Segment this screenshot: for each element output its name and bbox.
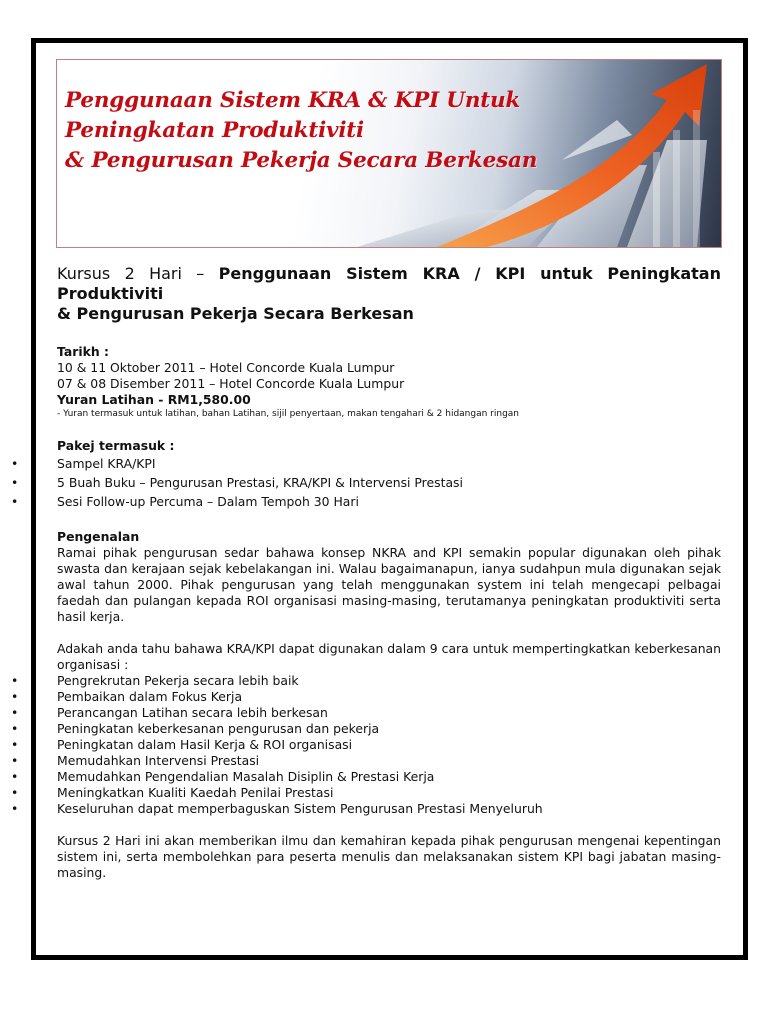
course-banner: [56, 59, 722, 248]
date-line: 10 & 11 Oktober 2011 – Hotel Concorde Kuala Lumpur: [57, 360, 395, 375]
list-item: • Perancangan Latihan secara lebih berkesan: [11, 705, 328, 720]
pakej-label: Pakej termasuk :: [57, 438, 175, 453]
list-item: • Pembaikan dalam Fokus Kerja: [11, 689, 243, 704]
list-item: • Pengrekrutan Pekerja secara lebih baik: [11, 673, 299, 688]
fee-label: Yuran Latihan - RM1,580.00: [57, 392, 251, 407]
intro-paragraph: Ramai pihak pengurusan sedar bahawa konsep NKRA and KPI semakin popular digunakan oleh pihak swasta dan kerajaan sejak kebelakangan ini. Walau bagaimanapun, ianya sudahpun mula digunakan sejak awal tahun 2000. Pihak pengurusan yang telah menggunakan system ini telah mengecapi pelbagai faedah dan pulangan kepada ROI organisasi masing-masing, terutamanya peningkatan produktiviti serta hasil kerja.: [57, 545, 721, 624]
list-item: • Memudahkan Pengendalian Masalah Disiplin & Prestasi Kerja: [11, 769, 435, 784]
benefits-list: [11, 673, 721, 817]
bullet-icon: •: [11, 705, 19, 720]
bullet-icon: •: [11, 673, 19, 688]
document-body: [11, 264, 721, 881]
banner-title: [65, 86, 537, 176]
list-item: • Meningkatkan Kualiti Kaedah Penilai Prestasi: [11, 785, 334, 800]
bullet-icon: •: [11, 769, 19, 784]
bar-shape: [693, 110, 700, 247]
banner-title-line: & Pengurusan Pekerja Secara Berkesan: [65, 148, 538, 173]
package-list: [11, 454, 721, 511]
bar-shape: [673, 130, 680, 247]
list-item: • 5 Buah Buku – Pengurusan Prestasi, KRA/KPI & Intervensi Prestasi: [11, 475, 463, 490]
bullet-icon: •: [11, 456, 19, 471]
tarikh-label: Tarikh :: [57, 344, 109, 359]
list-item: • Sampel KRA/KPI: [11, 456, 156, 471]
list-item: • Peningkatan dalam Hasil Kerja & ROI organisasi: [11, 737, 353, 752]
bullet-icon: •: [11, 475, 19, 490]
fee-note: - Yuran termasuk untuk latihan, bahan Latihan, sijil penyertaan, makan tengahari & 2 hidangan ringan: [57, 409, 520, 419]
heading-title: Penggunaan Sistem KRA / KPI untuk Peningkatan Produktiviti: [57, 264, 721, 303]
list-item: • Memudahkan Intervensi Prestasi: [11, 753, 260, 768]
pengenalan-label: Pengenalan: [57, 529, 140, 544]
date-line: 07 & 08 Disember 2011 – Hotel Concorde Kuala Lumpur: [57, 376, 405, 391]
list-item: • Peningkatan keberkesanan pengurusan dan pekerja: [11, 721, 380, 736]
banner-title-line: Penggunaan Sistem KRA & KPI Untuk: [65, 88, 521, 113]
banner-title-line: Peningkatan Produktiviti: [65, 118, 364, 143]
list-item: • Keseluruhan dapat memperbaguskan Sistem Pengurusan Prestasi Menyeluruh: [11, 801, 543, 816]
heading-title-line2: & Pengurusan Pekerja Secara Berkesan: [57, 304, 414, 323]
course-heading: [57, 264, 721, 324]
bullet-icon: •: [11, 689, 19, 704]
bullet-icon: •: [11, 721, 19, 736]
bullet-icon: •: [11, 753, 19, 768]
heading-prefix: Kursus 2 Hari –: [57, 264, 219, 283]
benefits-intro: Adakah anda tahu bahawa KRA/KPI dapat digunakan dalam 9 cara untuk mempertingkatkan keberkesanan organisasi :: [57, 641, 721, 672]
bar-shape: [653, 152, 660, 247]
bullet-icon: •: [11, 785, 19, 800]
bullet-icon: •: [11, 737, 19, 752]
bullet-icon: •: [11, 494, 19, 509]
list-item: • Sesi Follow-up Percuma – Dalam Tempoh 30 Hari: [11, 494, 359, 509]
closing-paragraph: Kursus 2 Hari ini akan memberikan ilmu dan kemahiran kepada pihak pengurusan mengenai kepentingan sistem ini, serta membolehkan para peserta menulis dan melaksanakan sistem KPI bagi jabatan masing-masing.: [57, 833, 721, 880]
bullet-icon: •: [11, 801, 19, 816]
